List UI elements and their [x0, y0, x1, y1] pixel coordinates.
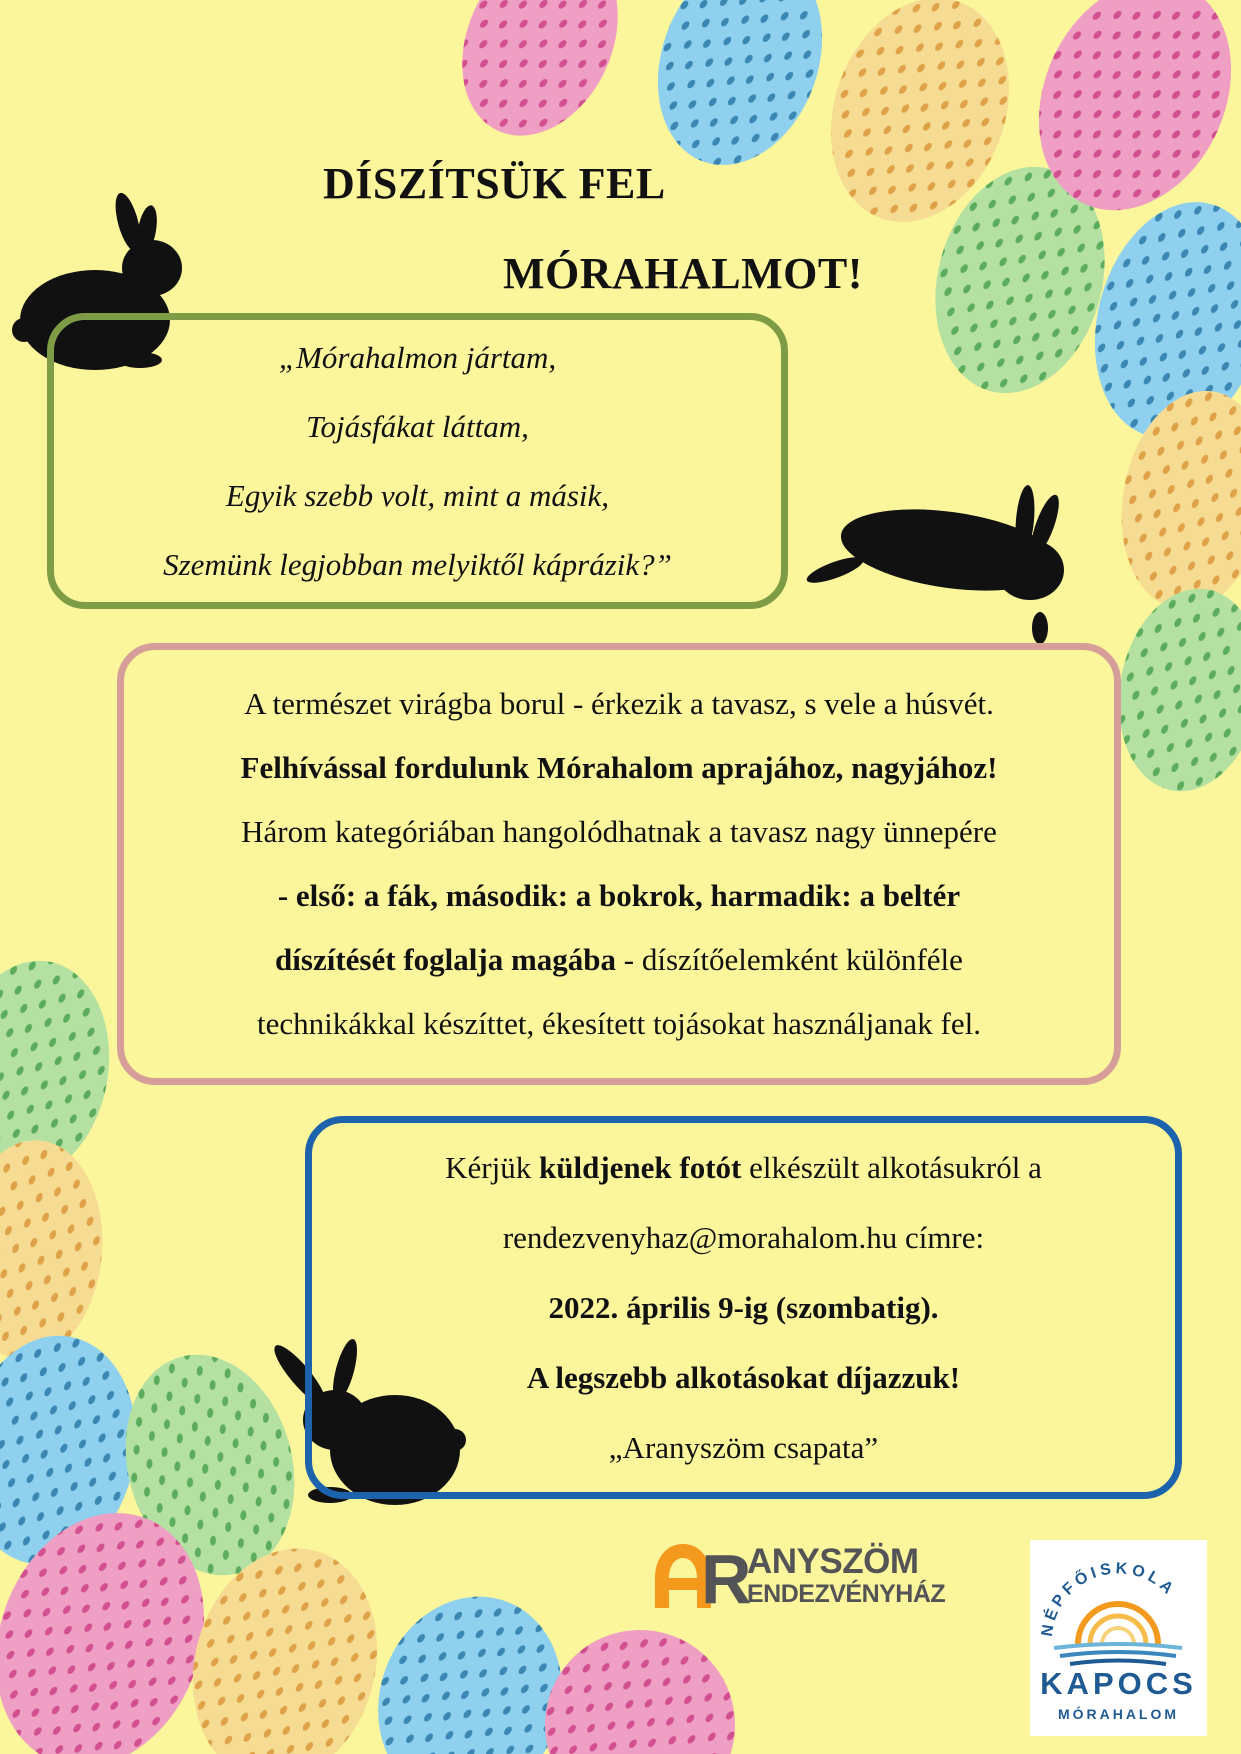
bunny-silhouette-jumping: [804, 484, 1064, 644]
svg-text:NÉPFŐISKOLA: [1039, 1560, 1179, 1637]
cta-line: [445, 1133, 1042, 1203]
signature-line: „Aranyszöm csapata”: [608, 1429, 879, 1465]
kapocs-name: KAPOCS: [1040, 1666, 1197, 1701]
prize-line: [527, 1343, 960, 1413]
prize-text: A legszebb alkotásokat díjazzuk!: [526, 1359, 961, 1395]
deadline-line: [548, 1273, 938, 1343]
cta-text: elkészült alkotásukról a: [741, 1149, 1042, 1185]
poem-line: „Mórahalmon jártam,: [278, 340, 557, 375]
info-line: A természet virágba borul - érkezik a tavasz, s vele a húsvét.: [244, 686, 994, 721]
cta-text: Kérjük: [445, 1149, 539, 1185]
kapocs-emblem-icon: [1030, 1540, 1207, 1670]
info-text: - díszítőelemként különféle: [616, 942, 963, 977]
page-title-line-2: MÓRAHALMOT!: [503, 249, 863, 298]
info-line: technikákkal készíttet, ékesített tojásokat használjanak fel.: [257, 1006, 981, 1041]
info-bold-text: Felhívással fordulunk Mórahalom aprajához, nagyjához!: [240, 750, 998, 785]
info-line: [275, 928, 963, 992]
info-line: Három kategóriában hangolódhatnak a tavasz nagy ünnepére: [241, 814, 997, 849]
kapocs-logo: [1030, 1540, 1207, 1736]
info-line-bold: [241, 736, 998, 800]
info-bold-text: - első: a fák, második: a bokrok, harmadik: a beltér: [277, 878, 961, 913]
aranyszom-logo-top: ANYSZÖM: [747, 1542, 919, 1581]
aranyszom-r-letter: R: [701, 1540, 752, 1618]
aranyszom-logo-bottom: ENDEZVÉNYHÁZ: [747, 1580, 946, 1608]
info-box: [117, 643, 1121, 1085]
kapocs-town: MÓRAHALOM: [1057, 1706, 1180, 1722]
call-to-action-box: [305, 1116, 1182, 1499]
poem-line: Tojásfákat láttam,: [306, 409, 529, 444]
poem-line: Szemünk legjobban melyiktől káprázik?”: [163, 547, 672, 582]
aranyszom-logo: [653, 1542, 989, 1620]
info-bold-text: díszítését foglalja magába: [275, 942, 617, 977]
email-address-line: rendezvenyhaz@morahalom.hu címre:: [502, 1219, 985, 1255]
deadline-text: 2022. április 9-ig (szombatig).: [548, 1289, 939, 1325]
poem-box: [47, 313, 788, 609]
info-line-bold: [278, 864, 960, 928]
kapocs-arc-text: NÉPFŐISKOLA: [1038, 1560, 1179, 1638]
cta-bold-text: küldjenek fotót: [539, 1149, 742, 1185]
page-title-line-1: DÍSZÍTSÜK FEL: [323, 159, 666, 208]
poem-line: Egyik szebb volt, mint a másik,: [225, 478, 610, 513]
